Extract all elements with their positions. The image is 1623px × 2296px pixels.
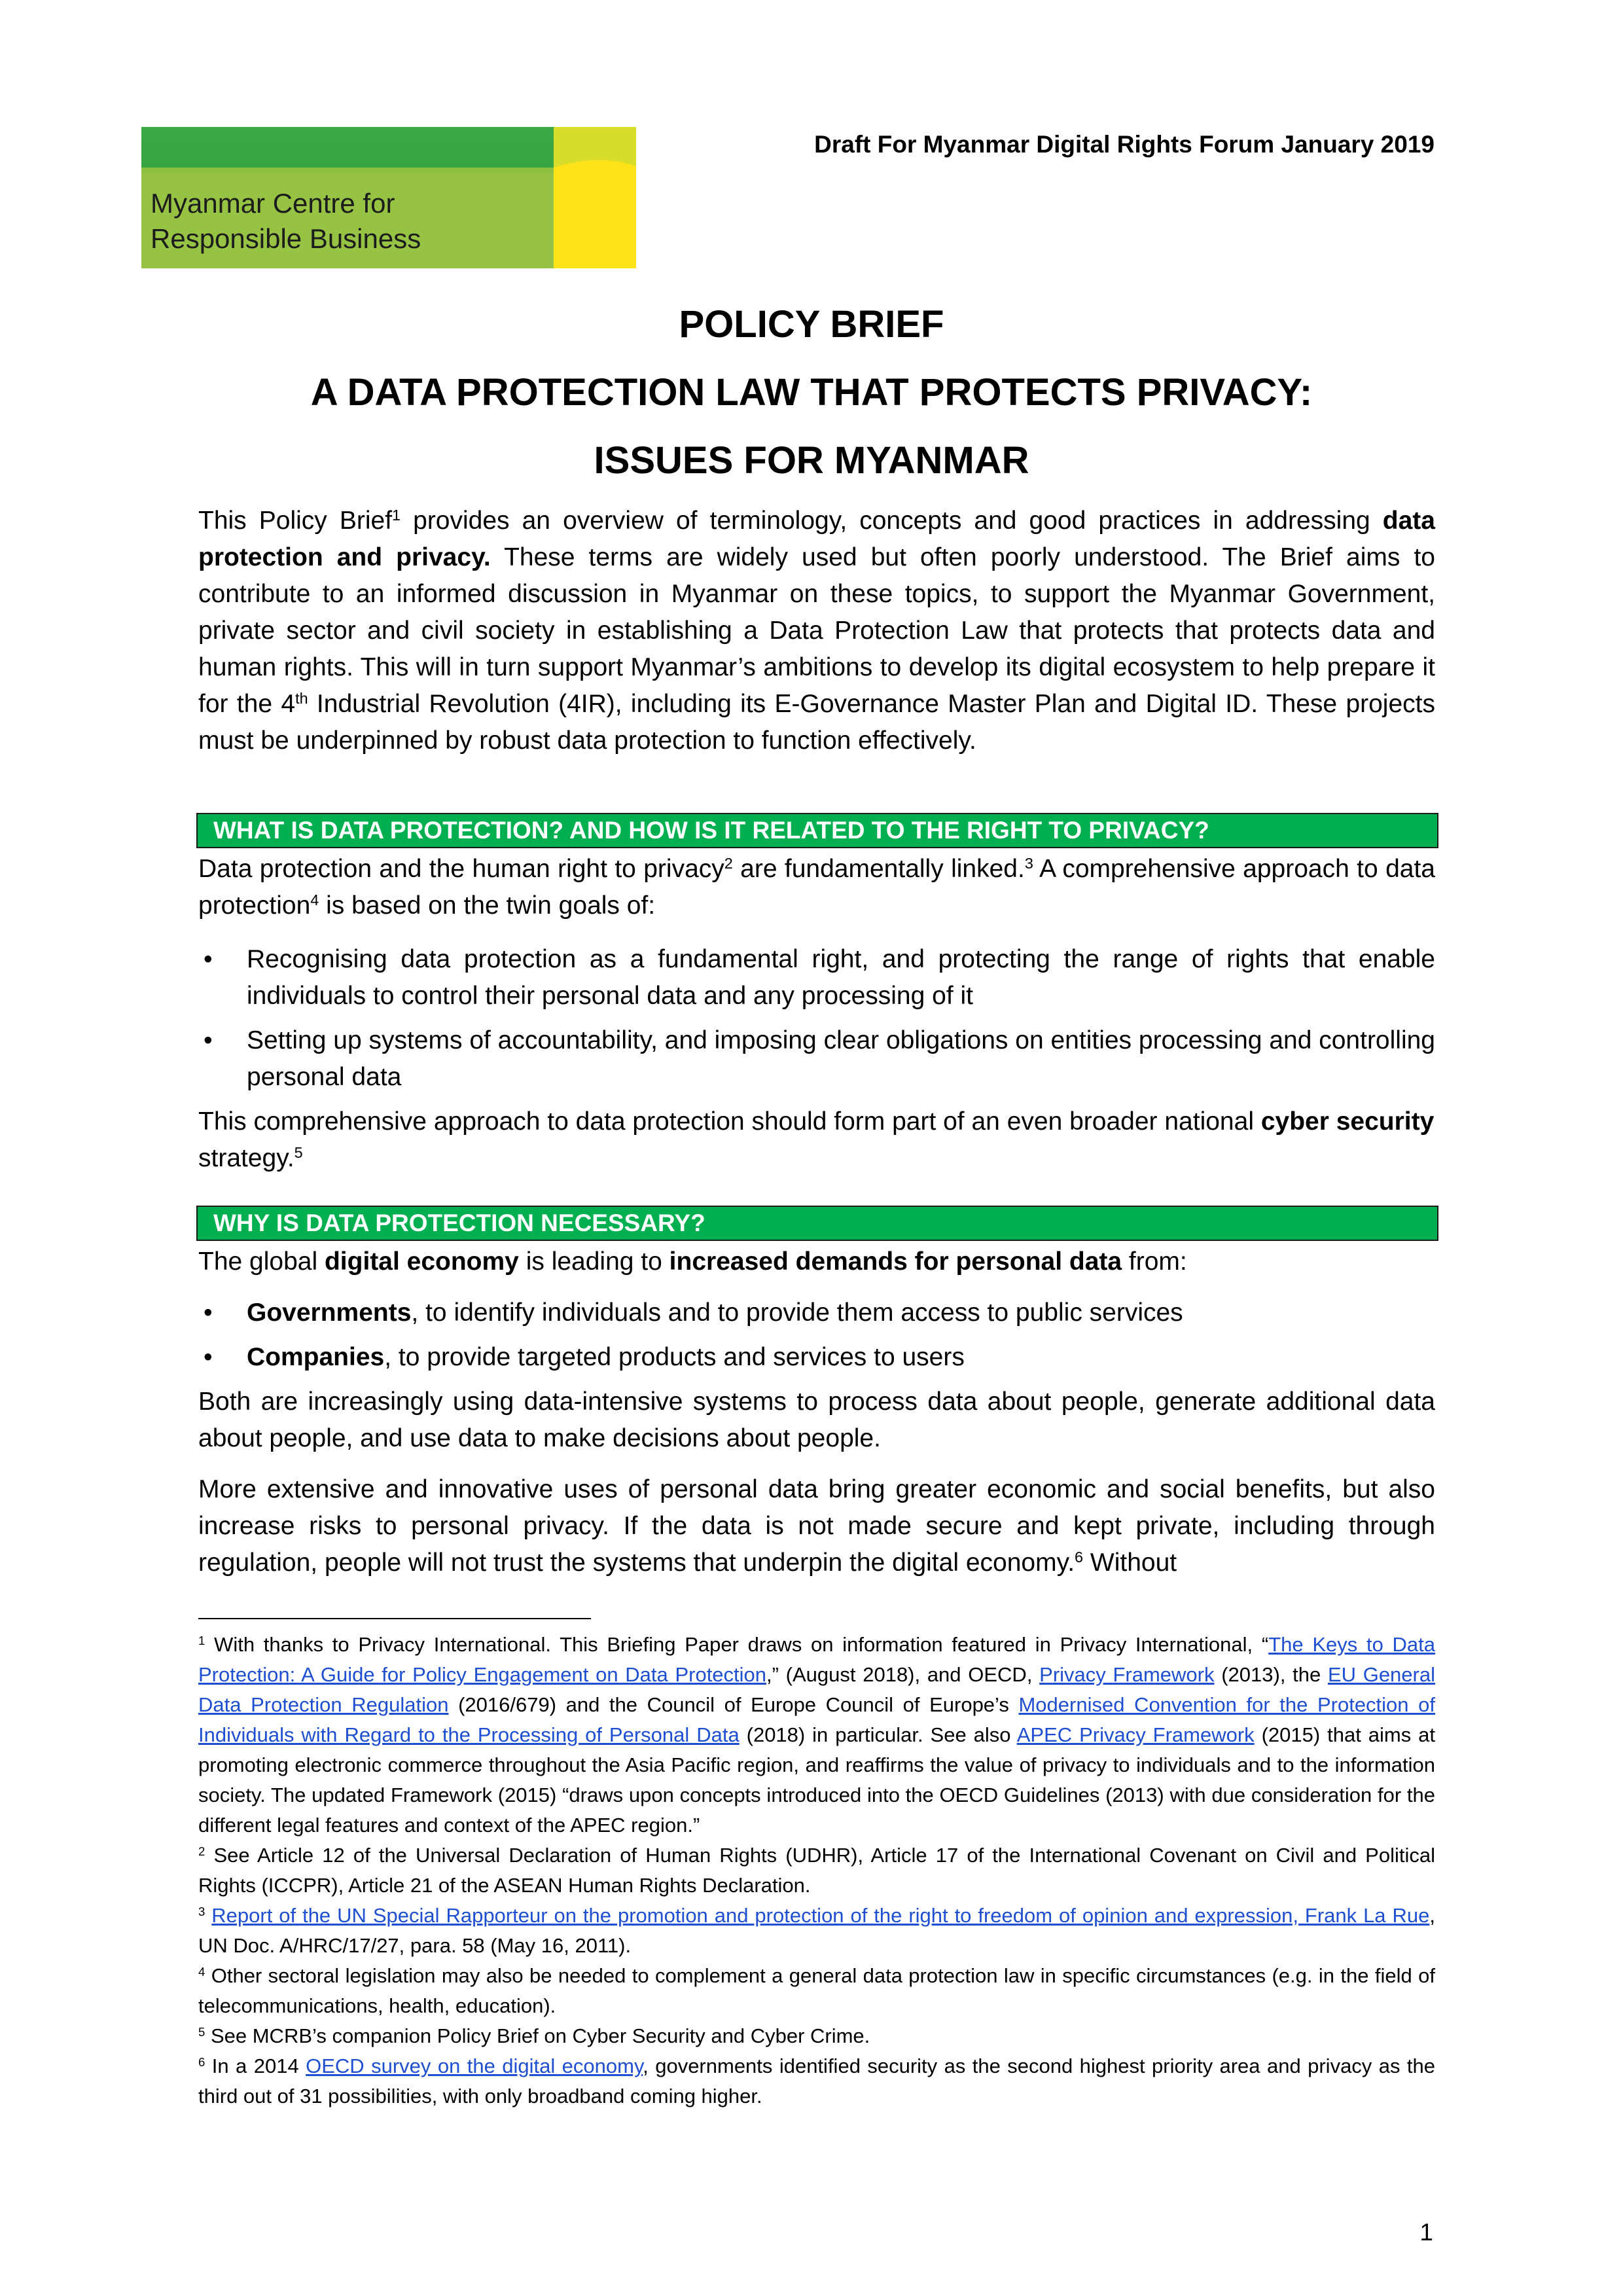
list-item: • Companies, to provide targeted products and services to users (198, 1339, 1435, 1376)
link-un-special-rapporteur-report[interactable]: Report of the UN Special Rapporteur on the promotion and protection of the right to freedom of opinion and expression, Frank La Rue (211, 1904, 1430, 1927)
list-item: • Recognising data protection as a fundamental right, and protecting the range of rights that enable individuals to control their personal data and any processing of it (198, 941, 1435, 1014)
footnote-ref[interactable]: 5 (294, 1144, 303, 1162)
intro-section (198, 503, 1435, 759)
section2-paragraph-3: More extensive and innovative uses of personal data bring greater economic and social benefits, but also increase risks to personal privacy. If the data is not made secure and kept private, including through regulation, people will not trust the systems that underpin the digital economy.$^6$ Without (198, 1475, 1435, 1577)
footnote-ref[interactable]: 6 (1075, 1549, 1084, 1566)
bullet-icon: • (204, 1343, 213, 1371)
footnote-separator (198, 1618, 591, 1619)
footnote-2: $^2$ See Article 12 of the Universal Declaration of Human Rights (UDHR), Article 17 of the International Covenant on Civil and Political Rights (ICCPR), Article 21 of the ASEAN Human Rights Declaration. (198, 1844, 1435, 1897)
section2-paragraph-1: The global digital economy is leading to increased demands for personal data from: (198, 1247, 1187, 1276)
footnotes (198, 1630, 1435, 2111)
footnote-3: $^3$ Report of the UN Special Rapporteur on the promotion and protection of the right to freedom of opinion and expression, Frank La Rue, UN Doc. A/HRC/17/27, para. 58 (May 16, 2011). (198, 1904, 1435, 1957)
section2-bullet-list (198, 1295, 1435, 1376)
link-oecd-survey[interactable]: OECD survey on the digital economy (306, 2054, 643, 2077)
link-keys-to-data-protection[interactable]: The Keys to Data Protection: A Guide for Policy Engagement on Data Protection (198, 1633, 1436, 1686)
list-item: • Setting up systems of accountability, and imposing clear obligations on entities processing and controlling personal data (198, 1022, 1435, 1096)
footnote-5: $^5$ See MCRB’s companion Policy Brief on Cyber Security and Cyber Crime. (198, 2024, 870, 2047)
footnote-ref[interactable]: 3 (1024, 855, 1033, 872)
section2-paragraph-2: Both are increasingly using data-intensive systems to process data about people, generate additional data about people, and use data to make decisions about people. (198, 1388, 1435, 1452)
section-heading-what-is-data-protection: WHAT IS DATA PROTECTION? AND HOW IS IT RELATED TO THE RIGHT TO PRIVACY? (196, 813, 1438, 848)
logo-text-line2: Responsible Business (151, 223, 421, 254)
list-item: • Governments, to identify individuals and to provide them access to public services (198, 1295, 1435, 1331)
section1-paragraph-2: This comprehensive approach to data protection should form part of an even broader national cyber security strategy.$^5$ (198, 1107, 1435, 1172)
footnote-4: $^4$ Other sectoral legislation may also be needed to complement a general data protection law in specific circumstances (e.g. in the field of telecommunications, health, education). (198, 1964, 1435, 2017)
title-line-2: A DATA PROTECTION LAW THAT PROTECTS PRIVACY: (310, 371, 1313, 414)
section2-body (198, 1244, 1435, 1581)
link-oecd-privacy-framework[interactable]: Privacy Framework (1039, 1663, 1215, 1686)
intro-paragraph: This Policy Brief$^1$ provides an overview of terminology, concepts and good practices in addressing data protection and privacy. These terms are widely used but often poorly understood. The Brief aims to contribute to an informed discussion in Myanmar on these topics, to support the Myanmar Government, private sector and civil society in establishing a Data Protection Law that protects that protects data and human rights. This will in turn support Myanmar’s ambitions to develop its digital ecosystem to help prepare it for the 4th Industrial Revolution (4IR), including its E-Governance Master Plan and Digital ID. These projects must be underpinned by robust data protection to function effectively. (198, 507, 1435, 755)
link-eu-gdpr[interactable]: EU General Data Protection Regulation (198, 1663, 1435, 1716)
bullet-icon: • (204, 1026, 213, 1054)
page-number: 1 (1419, 2219, 1433, 2246)
title-line-3: ISSUES FOR MYANMAR (594, 439, 1029, 482)
section-heading-why-necessary: WHY IS DATA PROTECTION NECESSARY? (196, 1206, 1438, 1241)
link-modernised-convention[interactable]: Modernised Convention for the Protection of Individuals with Regard to the Processing of Personal Data (198, 1693, 1435, 1746)
footnote-ref[interactable]: 1 (392, 507, 401, 524)
link-apec-privacy-framework[interactable]: APEC Privacy Framework (1016, 1723, 1255, 1746)
draft-note: Draft For Myanmar Digital Rights Forum January 2019 (814, 131, 1435, 158)
section1-paragraph-1: Data protection and the human right to privacy$^2$ are fundamentally linked.$^3$ A comprehensive approach to data protection$^4$ is based on the twin goals of: (198, 855, 1435, 920)
document-title (0, 291, 1623, 495)
logo-text-line1: Myanmar Centre for (151, 188, 395, 219)
footnote-ref[interactable]: 4 (310, 891, 319, 909)
bullet-icon: • (204, 945, 213, 973)
section1-bullet-list (198, 941, 1435, 1096)
footnote-1: $^1$ With thanks to Privacy International. This Briefing Paper draws on information featured in Privacy International, “The Keys to Data Protection: A Guide for Policy Engagement on Data Protection,” (August 2018), and OECD, Privacy Framework (2013), the EU General Data Protection Regulation (2016/679) and the Council of Europe Council of Europe’s Modernised Convention for the Protection of Individuals with Regard to the Processing of Personal Data (2018) in particular. See also APEC Privacy Framework (2015) that aims at promoting electronic commerce throughout the Asia Pacific region, and reaffirms the value of privacy to individuals and to the information society. The updated Framework (2015) “draws upon concepts introduced into the OECD Guidelines (2013) with due consideration for the different legal features and context of the APEC region.” (198, 1633, 1436, 1837)
title-line-1: POLICY BRIEF (679, 303, 944, 346)
footnote-6: $^6$ In a 2014 OECD survey on the digital economy, governments identified security as the second highest priority area and privacy as the third out of 31 possibilities, with only broadband coming higher. (198, 2054, 1435, 2108)
footnote-ref[interactable]: 2 (724, 855, 733, 872)
bullet-icon: • (204, 1299, 213, 1327)
mcrb-logo (141, 127, 636, 268)
section1-body (198, 851, 1435, 1177)
